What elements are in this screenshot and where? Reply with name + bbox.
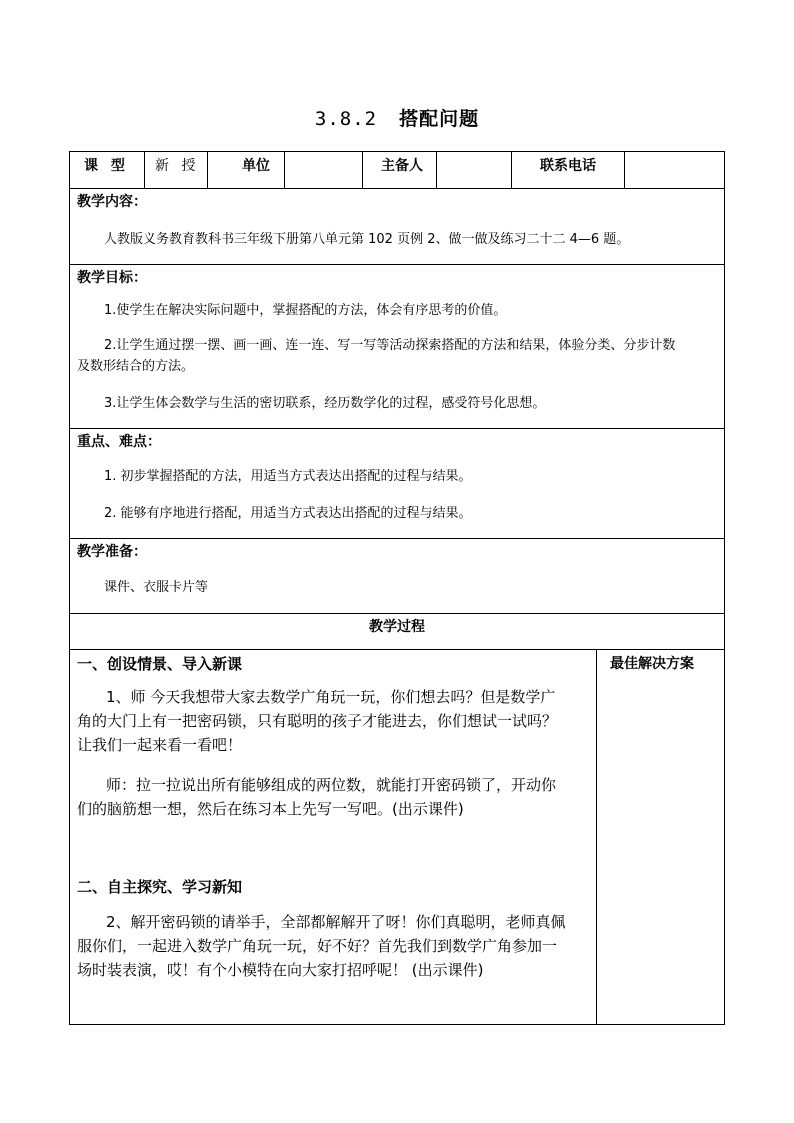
goal-item: 2.让学生通过摆一摆、画一画、连一连、写一写等活动探索搭配的方法和结果，体验分类、分步计数 [104,338,676,353]
row-divider [69,613,725,614]
page-title [0,104,794,131]
lesson-type-value: 新 授 [155,158,200,174]
goal-item-continued: 及数形结合的方法。 [77,359,195,374]
section1-line: 角的大门上有一把密码锁，只有聪明的孩子才能进去，你们想试一试吗？ [77,712,558,730]
preparer-label: 主备人 [381,158,423,174]
goal-item: 3.让学生体会数学与生活的密切联系，经历数学化的过程，感受符号化思想。 [104,396,546,411]
prep-text: 课件、衣服卡片等 [104,580,209,595]
section1-line: 让我们一起来看一看吧！ [77,736,243,754]
section2-line: 场时装表演，哎！有个小模特在向大家打招呼呢！ (出示课件) [77,961,484,979]
col-divider [207,151,208,188]
prep-label: 教学准备： [77,544,147,560]
content-label: 教学内容： [77,194,147,210]
col-divider [144,151,145,188]
col-divider [511,151,512,188]
section2-title: 二、自主探究、学习新知 [77,878,243,896]
section2-line: 2、解开密码锁的请举手，全部都解解开了呀！你们真聪明，老师真佩 [106,913,566,931]
col-divider [284,151,285,188]
row-divider [69,428,725,429]
goals-label: 教学目标： [77,270,147,286]
key-points-label: 重点、难点： [77,434,161,450]
title-number: 3.8.2 [314,108,378,130]
row-divider [69,538,725,539]
section2-line: 服你们，一起进入数学广角玩一玩，好不好？首先我们到数学广角参加一 [77,937,558,955]
section1-title: 一、创设情景、导入新课 [77,655,243,673]
section1-line: 师：拉一拉说出所有能够组成的两位数，就能打开密码锁了，开动你 [106,776,557,794]
section1-line: 们的脑筋想一想，然后在练习本上先写一写吧。(出示课件) [77,800,464,818]
process-header: 教学过程 [369,619,425,635]
unit-label: 单位 [242,158,270,174]
key-point-item: 1. 初步掌握搭配的方法，用适当方式表达出搭配的过程与结果。 [104,469,472,484]
key-point-item: 2. 能够有序地进行搭配，用适当方式表达出搭配的过程与结果。 [104,506,472,521]
col-divider [596,649,597,1025]
content-text: 人教版义务教育教科书三年级下册第八单元第 102 页例 2、做一做及练习二十二 4—6 题。 [104,232,630,247]
col-divider [362,151,363,188]
col-divider [436,151,437,188]
row-divider [69,649,725,650]
row-divider [69,188,725,189]
section1-line: 1、师 今天我想带大家去数学广角玩一玩，你们想去吗？但是数学广 [106,688,556,706]
col-divider [624,151,625,188]
best-solution-label: 最佳解决方案 [610,656,694,672]
title-text: 搭配问题 [399,108,480,130]
row-divider [69,264,725,265]
phone-label: 联系电话 [540,158,596,174]
lesson-type-label: 课 型 [84,158,129,174]
goal-item: 1.使学生在解决实际问题中，掌握搭配的方法，体会有序思考的价值。 [104,303,507,318]
